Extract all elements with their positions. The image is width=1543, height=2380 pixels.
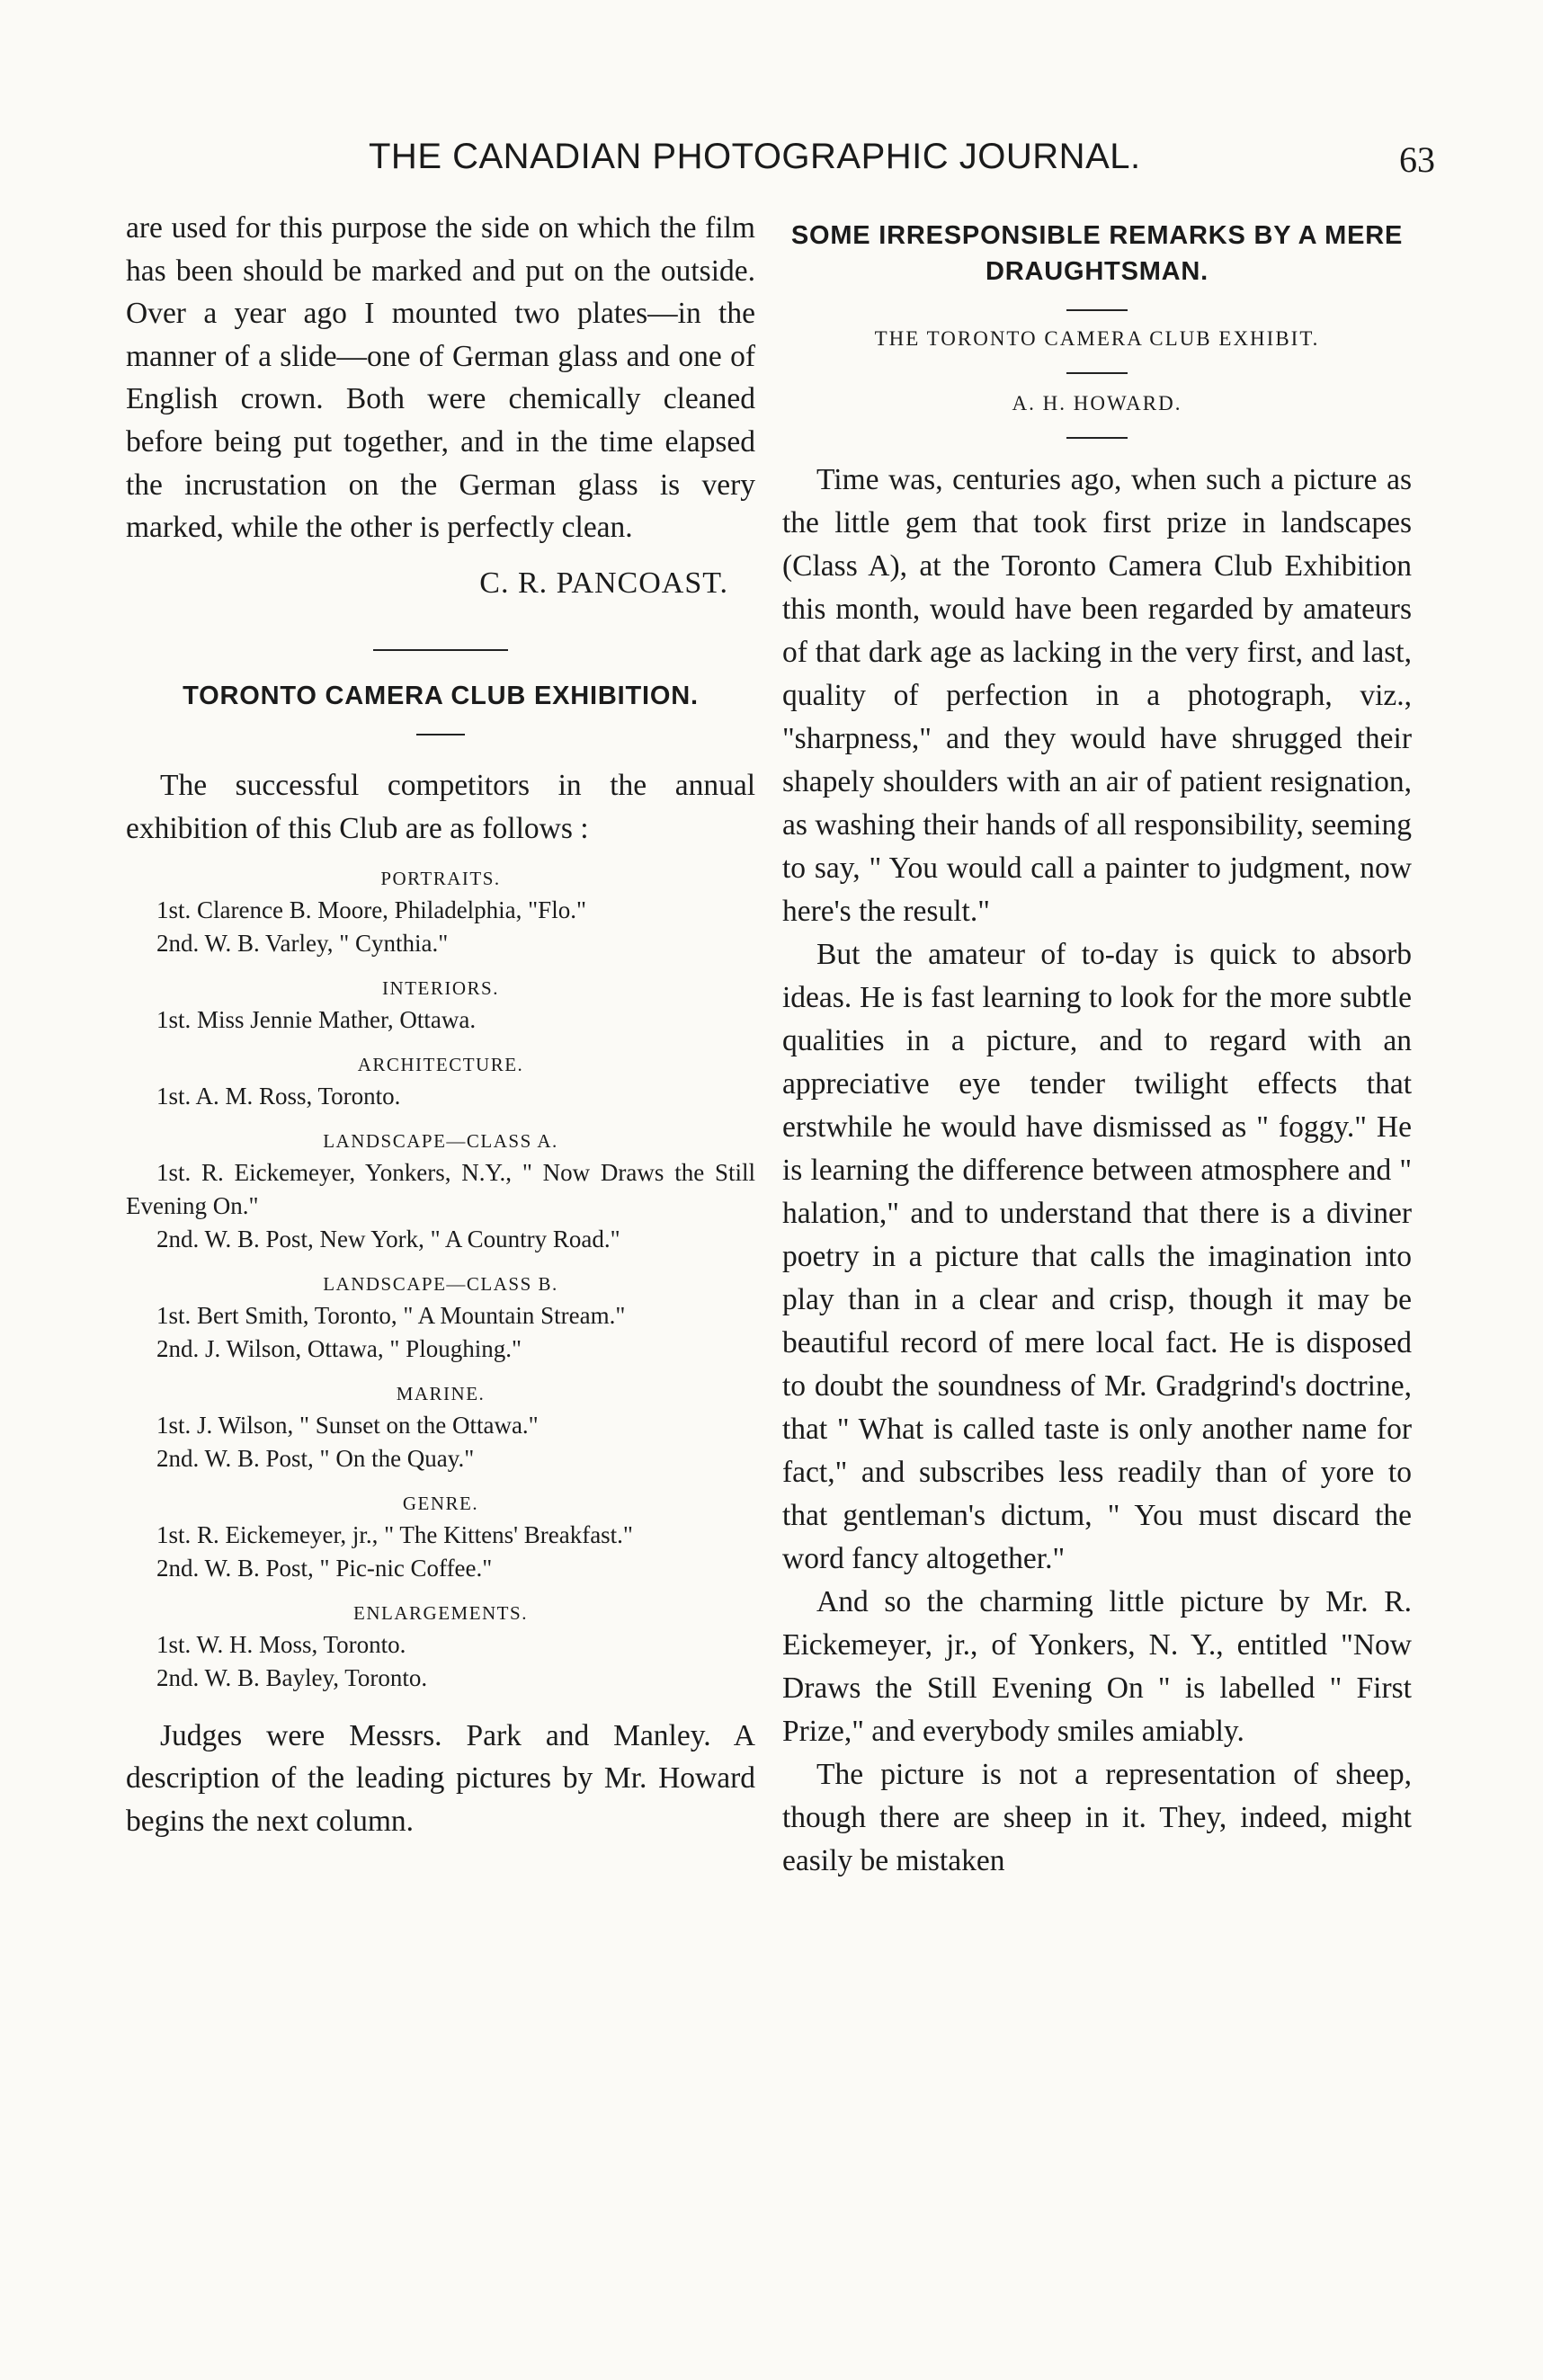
article-paragraph: And so the charming little picture by Mr. R. Eickemeyer, jr., of Yonkers, N. Y., entitled "Now Draws the Still Evening On " is labelled " First Prize," and everybody smiles amiably. [782,1585,1412,1748]
article-paragraph: The picture is not a representation of sheep, though there are sheep in it. They, indeed, might easily be mistaken [782,1758,1412,1877]
right-column [782,207,1412,1883]
category-name: LANDSCAPE—CLASS B. [323,1272,558,1295]
entry: 1st. W. H. Moss, Toronto. [156,1630,406,1658]
exhibition-intro: The successful competitors in the annual exhibition of this Club are as follows : [126,769,755,845]
category-name: INTERIORS. [382,976,499,999]
entry: 1st. Clarence B. Moore, Philadelphia, "Flo." [156,896,586,923]
entry: 1st. Bert Smith, Toronto, " A Mountain Stream." [156,1301,626,1329]
running-head: THE CANADIAN PHOTOGRAPHIC JOURNAL. [369,137,1141,176]
article-author: A. H. HOWARD. [1012,392,1182,414]
divider [1066,437,1128,439]
article-title: SOME IRRESPONSIBLE REMARKS BY A MERE DRAUGHTSMAN. [790,221,1404,286]
category-name: MARINE. [396,1382,486,1404]
entry: 1st. J. Wilson, " Sunset on the Ottawa." [156,1411,539,1439]
intro-paragraph: are used for this purpose the side on which the film has been should be marked and put on the outside. Over a year ago I mounted two plates—in the manner of a slide—one of German glass and one of English crown. Both were chemically cleaned before being put together, and in the time elapsed the incrustation on the German glass is very marked, while the other is perfectly clean. [126,211,755,545]
entry: 1st. R. Eickemeyer, jr., " The Kittens' Breakfast." [156,1520,633,1548]
entry: 1st. A. M. Ross, Toronto. [156,1082,401,1110]
entry: 2nd. J. Wilson, Ottawa, " Ploughing." [156,1334,522,1362]
article-paragraph: But the amateur of to-day is quick to absorb ideas. He is fast learning to look for the more subtle qualities in a picture, and to regard with an appreciative eye tender twilight effects that erstwhile he would have dismissed as " foggy." He is learning the difference between atmosphere and " halation," and to understand that there is a diviner poetry in a picture that calls the imagination into play than in a clear and crisp, though it may be beautiful record of mere local fact. He is disposed to doubt the soundness of Mr. Gradgrind's doctrine, that " What is called taste is only another name for fact," and subscribes less readily than of yore to that gentleman's dictum, " You must discard the word fancy altogether." [782,938,1412,1575]
judges-paragraph: Judges were Messrs. Park and Manley. A description of the leading pictures by Mr. Howard begins the next column. [126,1718,755,1838]
category-portraits [126,863,755,960]
divider [373,649,508,651]
divider [1066,372,1128,374]
page-number: 63 [1399,139,1435,180]
left-column [126,207,755,1842]
entry: 2nd. W. B. Varley, " Cynthia." [156,929,449,957]
category-name: LANDSCAPE—CLASS A. [323,1129,558,1152]
category-marine [126,1378,755,1475]
entry: 1st. R. Eickemeyer, Yonkers, N.Y., " Now Draws the Still Evening On." [126,1158,755,1219]
category-landscape-b [126,1269,755,1366]
category-architecture [126,1049,755,1113]
divider [416,734,465,735]
entry: 2nd. W. B. Post, " Pic-nic Coffee." [156,1554,493,1582]
article-paragraph: Time was, centuries ago, when such a picture as the little gem that took first prize in landscapes (Class A), at the Toronto Camera Club Exhibition this month, would have been regarded by amateurs of that dark age as lacking in the very first, and last, quality of perfection in a photograph, viz., "sharpness," and they would have shrugged their shapely shoulders with an air of patient resignation, as washing their hands of all responsibility, seeming to say, " You would call a painter to judgment, now here's the result." [782,463,1412,928]
category-name: ENLARGEMENTS. [353,1601,528,1624]
entry: 2nd. W. B. Bayley, Toronto. [156,1663,428,1691]
category-name: GENRE. [402,1492,479,1514]
category-name: ARCHITECTURE. [357,1053,524,1075]
exhibition-title: TORONTO CAMERA CLUB EXHIBITION. [183,682,699,711]
divider [1066,309,1128,311]
entry: 2nd. W. B. Post, New York, " A Country Road." [156,1225,620,1252]
category-landscape-a [126,1126,755,1256]
entry: 2nd. W. B. Post, " On the Quay." [156,1444,475,1472]
category-interiors [126,973,755,1037]
signature: C. R. PANCOAST. [479,566,728,600]
category-name: PORTRAITS. [380,867,501,889]
article-subtitle: THE TORONTO CAMERA CLUB EXHIBIT. [874,327,1320,350]
entry: 1st. Miss Jennie Mather, Ottawa. [156,1005,477,1033]
category-enlargements [126,1598,755,1695]
category-genre [126,1488,755,1585]
